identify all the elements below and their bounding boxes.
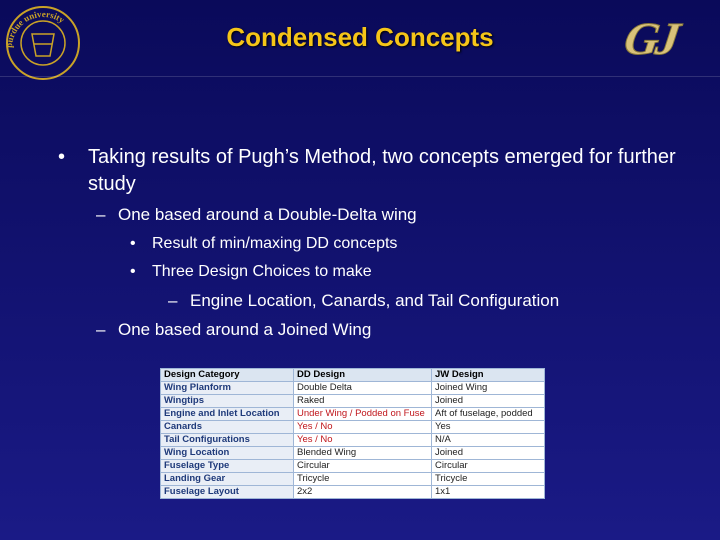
table-row xyxy=(161,382,545,395)
table-row xyxy=(161,447,545,460)
point-text: Three Design Choices to make xyxy=(152,263,372,280)
category-cell: Fuselage Type xyxy=(161,460,294,473)
design-comparison-table xyxy=(160,368,545,499)
point-text: Result of min/maxing DD concepts xyxy=(152,235,398,252)
sub-bullet-double-delta xyxy=(96,205,417,225)
gj-logo-text: GJ xyxy=(616,14,684,65)
jw-cell: Joined Wing xyxy=(432,382,545,395)
main-bullet-text: Taking results of Pugh’s Method, two concepts emerged for further study xyxy=(88,146,676,195)
category-cell: Wing Planform xyxy=(161,382,294,395)
sub-bullet-text: One based around a Double-Delta wing xyxy=(118,205,417,224)
column-header: DD Design xyxy=(294,369,432,382)
sub-bullet-text: One based around a Joined Wing xyxy=(118,320,372,339)
dd-cell: 2x2 xyxy=(294,486,432,499)
category-cell: Engine and Inlet Location xyxy=(161,408,294,421)
table-header-row xyxy=(161,369,545,382)
dd-cell: Yes / No xyxy=(294,434,432,447)
category-cell: Wingtips xyxy=(161,395,294,408)
dash-marker: – xyxy=(96,320,106,339)
column-header: JW Design xyxy=(432,369,545,382)
dd-cell: Blended Wing xyxy=(294,447,432,460)
table-row xyxy=(161,473,545,486)
category-cell: Tail Configurations xyxy=(161,434,294,447)
detail-text: Engine Location, Canards, and Tail Configuration xyxy=(190,291,560,310)
point-design-choices xyxy=(130,262,372,282)
bullet-marker: • xyxy=(130,263,136,280)
category-cell: Fuselage Layout xyxy=(161,486,294,499)
table-row xyxy=(161,421,545,434)
table-row xyxy=(161,486,545,499)
sub-bullet-joined-wing xyxy=(96,320,371,340)
jw-cell: N/A xyxy=(432,434,545,447)
dd-cell: Tricycle xyxy=(294,473,432,486)
jw-cell: Joined xyxy=(432,447,545,460)
title-divider xyxy=(0,76,720,77)
category-cell: Wing Location xyxy=(161,447,294,460)
main-bullet xyxy=(58,144,678,198)
jw-cell: Yes xyxy=(432,421,545,434)
dd-cell: Yes / No xyxy=(294,421,432,434)
table-row xyxy=(161,434,545,447)
table-row xyxy=(161,408,545,421)
column-header: Design Category xyxy=(161,369,294,382)
point-min-max xyxy=(130,234,397,254)
dd-cell: Circular xyxy=(294,460,432,473)
jw-cell: Tricycle xyxy=(432,473,545,486)
jw-cell: 1x1 xyxy=(432,486,545,499)
table-row xyxy=(161,460,545,473)
jw-cell: Aft of fuselage, podded xyxy=(432,408,545,421)
table-row xyxy=(161,395,545,408)
dash-marker: – xyxy=(96,205,106,224)
dd-cell: Double Delta xyxy=(294,382,432,395)
bullet-marker: • xyxy=(130,235,136,252)
bullet-marker: • xyxy=(58,146,66,168)
dd-cell: Under Wing / Podded on Fuse xyxy=(294,408,432,421)
jw-cell: Joined xyxy=(432,395,545,408)
category-cell: Landing Gear xyxy=(161,473,294,486)
category-cell: Canards xyxy=(161,421,294,434)
detail-choices-list xyxy=(168,291,559,311)
jw-cell: Circular xyxy=(432,460,545,473)
slide-title: Condensed Concepts xyxy=(226,22,494,52)
seal-text: purdue university xyxy=(4,8,67,49)
dd-cell: Raked xyxy=(294,395,432,408)
dash-marker: – xyxy=(168,291,178,310)
